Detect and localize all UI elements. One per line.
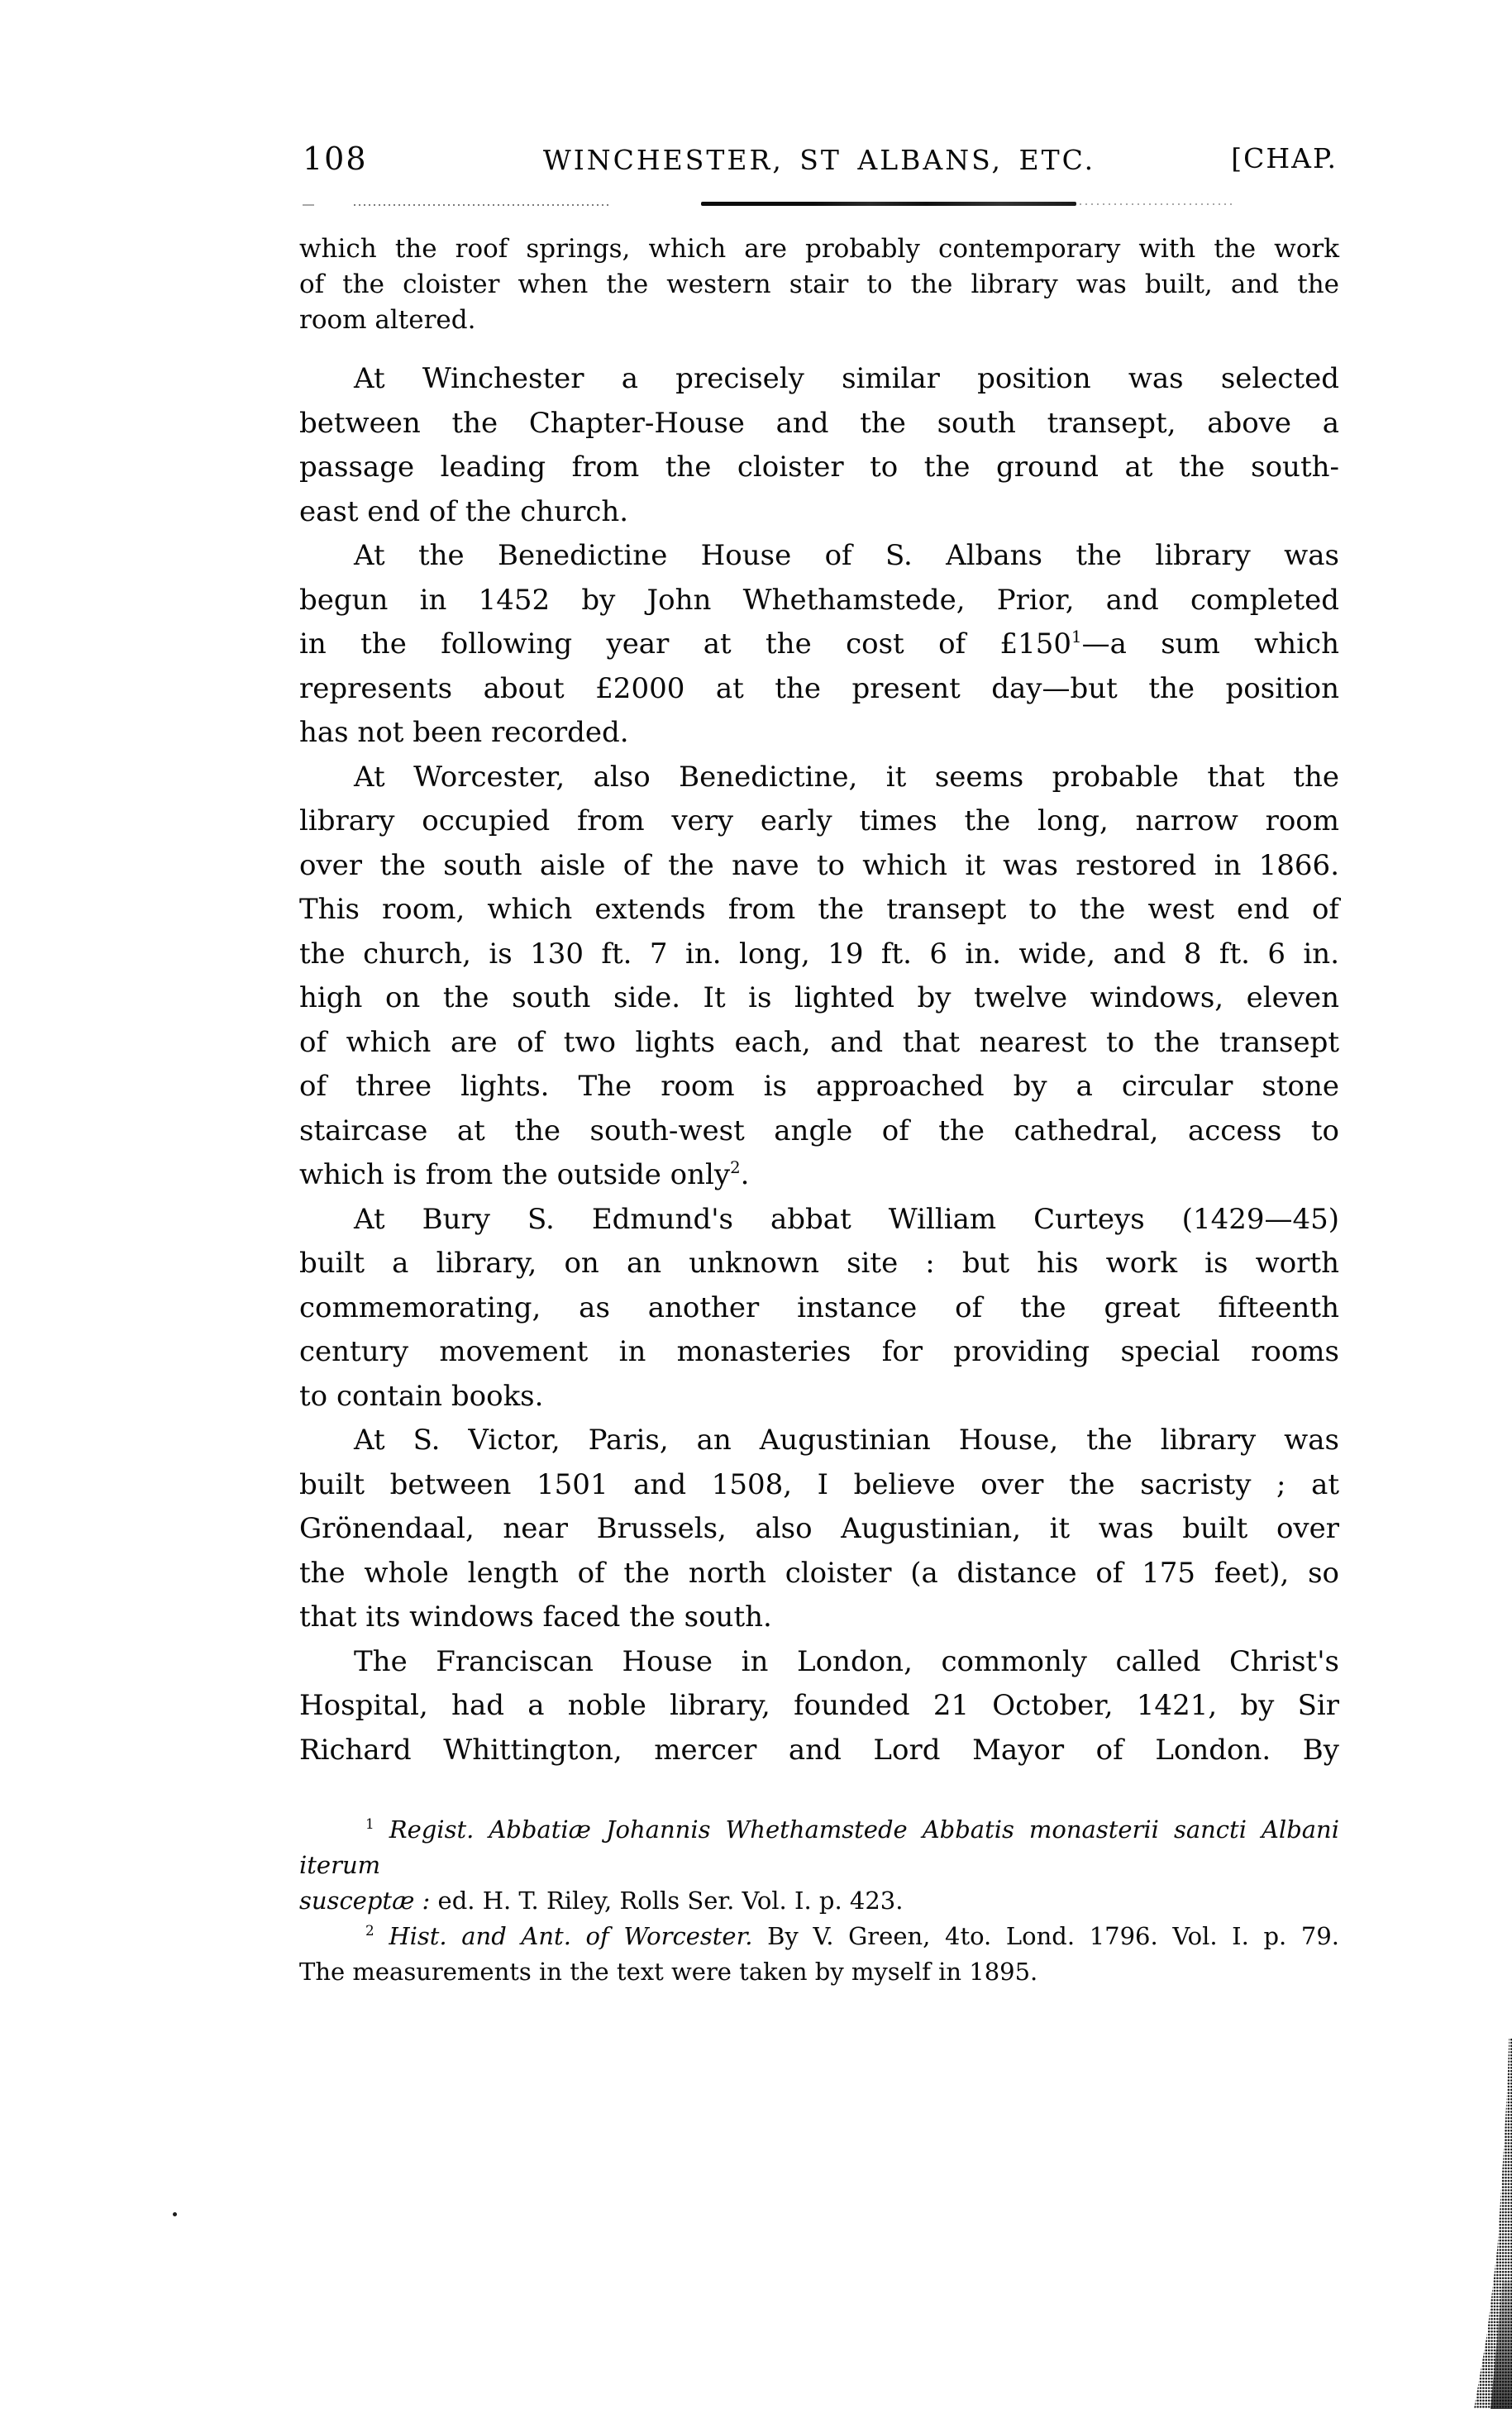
text-line: 1 Regist. Abbatiæ Johannis Whethamstede Abbatis monasterii sancti Albani iterum (299, 1815, 1340, 1879)
text-segment: Regist. Abbatiæ Johannis Whethamstede Abbatis monasterii sancti Albani iterum (299, 1815, 1340, 1879)
paragraph-winchester (299, 357, 1339, 534)
text-line (299, 1109, 1339, 1154)
header-rule-dotted-right (1080, 203, 1233, 205)
text-segment (374, 1922, 389, 1950)
text-segment: At Bury S. Edmund's abbat William Curteys (1429—45) (354, 1202, 1339, 1236)
text-line (299, 711, 1339, 756)
continuation-text (299, 231, 1339, 338)
text-line (299, 799, 1339, 844)
text-line (299, 303, 1339, 338)
paragraph-st-albans (299, 534, 1339, 756)
text-segment: has not been recorded. (299, 716, 629, 749)
text-line (299, 1954, 1339, 1990)
text-line (299, 534, 1339, 579)
text-line (299, 1684, 1339, 1729)
chapter-marker: [CHAP. (1231, 142, 1338, 174)
text-line (299, 446, 1339, 490)
text-line (299, 756, 1339, 800)
text-line (299, 1375, 1339, 1419)
text-segment: staircase at the south-west angle of the cathedral, access to (299, 1114, 1339, 1147)
text-segment: —a sum which (1081, 627, 1339, 661)
text-line (299, 1729, 1339, 1773)
header-rule-dark-segment (701, 202, 1076, 206)
paragraph-bury (299, 1198, 1339, 1419)
text-line (299, 1065, 1339, 1109)
text-segment: passage leading from the cloister to the ground at the south- (299, 451, 1339, 484)
text-line (299, 1883, 1339, 1919)
text-segment: . (740, 1158, 750, 1191)
text-segment: Grönendaal, near Brussels, also Augustinian, it was built over (299, 1512, 1339, 1545)
text-segment: commemorating, as another instance of the great fifteenth (299, 1290, 1339, 1324)
text-line (299, 976, 1339, 1021)
text-segment: This room, which extends from the transept to the west end of (299, 893, 1339, 926)
paragraph-worcester (299, 756, 1339, 1198)
text-line (299, 1419, 1339, 1463)
text-segment: over the south aisle of the nave to which it was restored in 1866. (299, 848, 1339, 882)
scan-speck (173, 2212, 177, 2216)
text-line (299, 1463, 1339, 1508)
text-line (299, 1330, 1339, 1375)
text-line (299, 1286, 1339, 1331)
text-segment: The Franciscan House in London, commonly called Christ's (354, 1644, 1339, 1678)
text-segment: century movement in monasteries for providing special rooms (299, 1335, 1339, 1368)
text-segment: between the Chapter-House and the south transept, above a (299, 406, 1339, 440)
text-segment: The measurements in the text were taken by myself in 1895. (299, 1958, 1038, 1986)
text-line (299, 888, 1339, 933)
text-segment: high on the south side. It is lighted by twelve windows, eleven (299, 981, 1339, 1014)
text-segment: At S. Victor, Paris, an Augustinian House, the library was (354, 1424, 1339, 1457)
running-head (299, 139, 1339, 180)
header-rule-dotted-left (354, 204, 608, 206)
text-segment: By V. Green, 4to. Lond. 1796. Vol. I. p. 79. (752, 1922, 1339, 1950)
text-segment: At Winchester a precisely similar position was selected (354, 362, 1339, 395)
text-line (299, 1596, 1339, 1640)
text-line: 2 Hist. and Ant. of Worcester. By V. Green, 4to. Lond. 1796. Vol. I. p. 79. (365, 1922, 1339, 1950)
header-rule-speck (303, 204, 314, 206)
text-segment: east end of the church. (299, 494, 629, 528)
page-number: 108 (303, 141, 368, 177)
text-segment: At the Benedictine House of S. Albans the library was (354, 539, 1339, 572)
text-line (299, 267, 1339, 303)
text-line (299, 1640, 1339, 1685)
text-line (299, 1507, 1339, 1552)
text-segment: of which are of two lights each, and that nearest to the transept (299, 1025, 1339, 1059)
text-segment: Hist. and Ant. of Worcester. (389, 1922, 753, 1950)
text-segment: Richard Whittington, mercer and Lord Mayor of London. By (299, 1733, 1339, 1767)
text-segment: ed. H. T. Riley, Rolls Ser. Vol. I. p. 423. (437, 1887, 904, 1915)
footnote-1 (299, 1812, 1339, 1919)
paragraph-franciscan (299, 1640, 1339, 1773)
text-segment: represents about £2000 at the present day—but the position (299, 671, 1339, 705)
text-segment: begun in 1452 by John Whethamstede, Prior, and completed (299, 583, 1339, 617)
text-segment (374, 1815, 389, 1844)
text-segment: built between 1501 and 1508, I believe over the sacristy ; at (299, 1467, 1339, 1501)
text-line (299, 1552, 1339, 1596)
text-segment: of three lights. The room is approached by a circular stone (299, 1070, 1339, 1103)
text-line (299, 1242, 1339, 1286)
body-text (299, 357, 1339, 1772)
text-line: which is from the outside only2. (299, 1158, 750, 1191)
text-line (299, 933, 1339, 977)
text-segment: At Worcester, also Benedictine, it seems probable that the (354, 760, 1339, 794)
text-segment: which is from the outside only (299, 1158, 731, 1191)
text-segment: room altered. (299, 305, 476, 335)
text-segment: which the roof springs, which are probably contemporary with the work (299, 234, 1339, 264)
text-line: in the following year at the cost of £1501—a sum which (299, 627, 1339, 661)
text-line (299, 490, 1339, 535)
paragraph-continuation (299, 231, 1339, 338)
text-line (299, 231, 1339, 267)
text-segment: Hospital, had a noble library, founded 21 October, 1421, by Sir (299, 1689, 1339, 1722)
text-segment: that its windows faced the south. (299, 1600, 772, 1634)
footnotes (299, 1812, 1339, 1990)
text-segment: library occupied from very early times the long, narrow room (299, 804, 1339, 837)
running-title: WINCHESTER, ST ALBANS, ETC. (542, 144, 1096, 176)
text-line (299, 1198, 1339, 1243)
text-line (299, 357, 1339, 402)
text-line (299, 844, 1339, 889)
text-line (299, 402, 1339, 446)
text-line (299, 667, 1339, 712)
text-segment: built a library, on an unknown site : but his work is worth (299, 1247, 1339, 1280)
text-segment: the whole length of the north cloister (a distance of 175 feet), so (299, 1556, 1339, 1590)
text-segment: in the following year at the cost of £150 (299, 627, 1072, 661)
text-line (299, 1021, 1339, 1066)
text-segment: the church, is 130 ft. 7 in. long, 19 ft. 6 in. wide, and 8 ft. 6 in. (299, 937, 1339, 971)
text-segment: of the cloister when the western stair to the library was built, and the (299, 270, 1339, 299)
text-line (299, 579, 1339, 623)
text-segment: to contain books. (299, 1379, 544, 1413)
footnote-2 (299, 1919, 1339, 1990)
text-segment: susceptæ : (299, 1887, 438, 1915)
paragraph-s-victor (299, 1419, 1339, 1640)
